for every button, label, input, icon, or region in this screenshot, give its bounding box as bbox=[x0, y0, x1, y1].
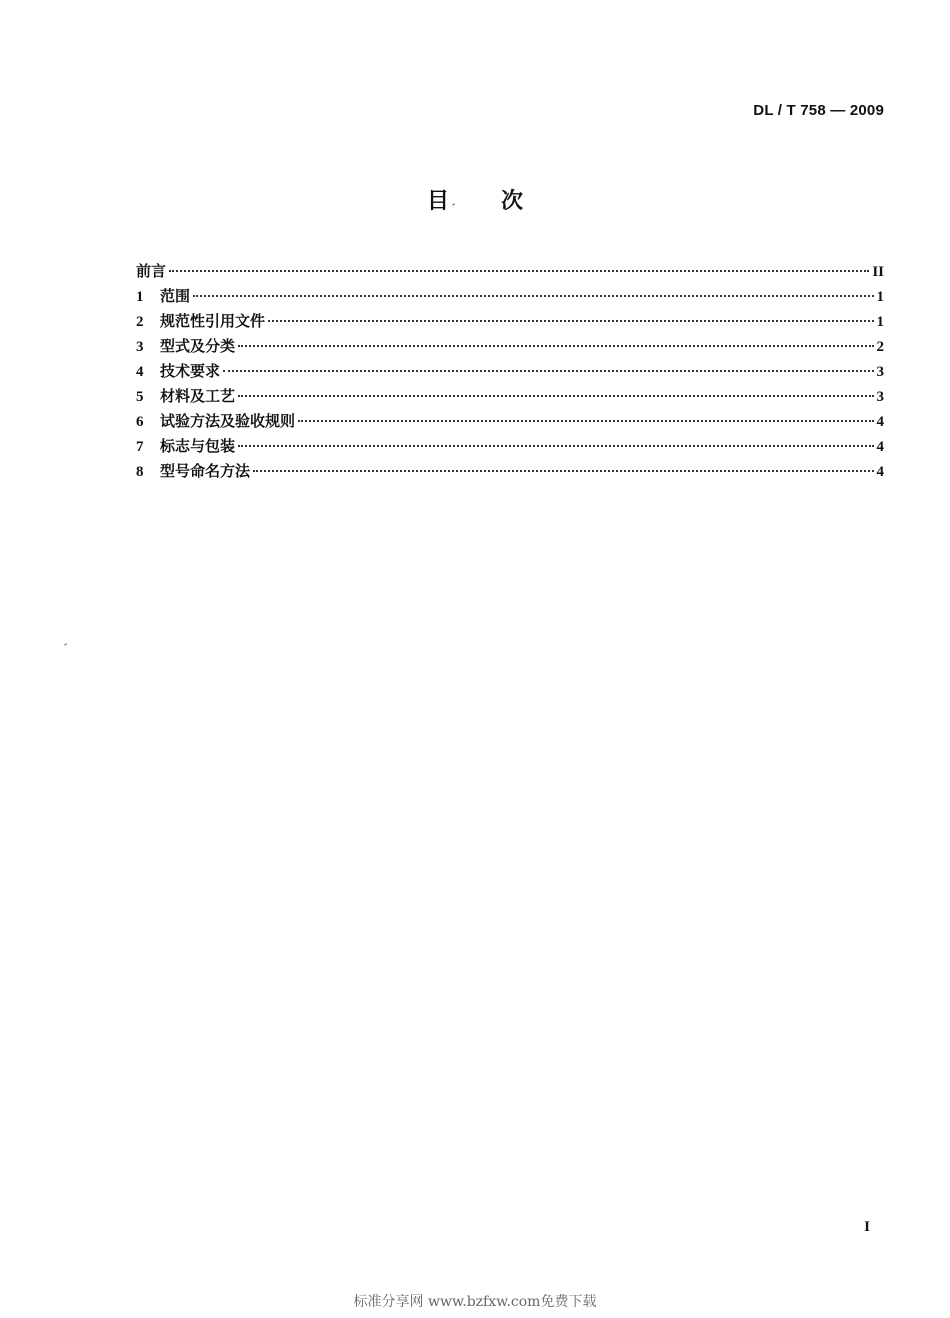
dot-leader bbox=[238, 445, 873, 447]
toc-entry-foreword[interactable] bbox=[136, 260, 884, 285]
toc-entry-label: 标志与包装 bbox=[160, 437, 236, 455]
table-of-contents bbox=[136, 260, 884, 485]
toc-entry-page: 1 bbox=[876, 314, 884, 330]
toc-entry-number: 1 bbox=[136, 289, 144, 305]
toc-entry-label: 材料及工艺 bbox=[160, 387, 236, 405]
toc-entry-number: 7 bbox=[136, 439, 144, 455]
toc-entry-marking-packaging[interactable] bbox=[136, 435, 884, 460]
toc-entry-number: 4 bbox=[136, 364, 144, 380]
toc-entry-number: 3 bbox=[136, 339, 144, 355]
toc-entry-scope[interactable] bbox=[136, 285, 884, 310]
toc-entry-page: 4 bbox=[876, 414, 884, 430]
toc-entry-page: 3 bbox=[876, 364, 884, 380]
toc-entry-page: 1 bbox=[876, 289, 884, 305]
toc-entry-types-classification[interactable] bbox=[136, 335, 884, 360]
toc-entry-page: 4 bbox=[876, 439, 884, 455]
toc-entry-label: 前言 bbox=[136, 262, 167, 280]
toc-entry-page: 3 bbox=[876, 389, 884, 405]
dot-leader bbox=[169, 270, 869, 272]
toc-entry-label: 型式及分类 bbox=[160, 337, 236, 355]
toc-entry-label: 技术要求 bbox=[160, 362, 221, 380]
dot-leader bbox=[223, 370, 873, 372]
dot-leader bbox=[193, 295, 873, 297]
toc-entry-model-naming[interactable] bbox=[136, 460, 884, 485]
page-number: I bbox=[864, 1219, 870, 1235]
toc-entry-label: 规范性引用文件 bbox=[160, 312, 266, 330]
toc-entry-materials-process[interactable] bbox=[136, 385, 884, 410]
toc-entry-page: 4 bbox=[876, 464, 884, 480]
dot-leader bbox=[238, 395, 873, 397]
toc-entry-label: 试验方法及验收规则 bbox=[160, 412, 296, 430]
standard-code: DL / T 758 — 2009 bbox=[753, 102, 884, 119]
toc-entry-number: 5 bbox=[136, 389, 144, 405]
toc-entry-page: II bbox=[872, 264, 884, 280]
toc-entry-number: 8 bbox=[136, 464, 144, 480]
toc-entry-number: 6 bbox=[136, 414, 144, 430]
dot-leader bbox=[268, 320, 873, 322]
dot-leader bbox=[238, 345, 873, 347]
page-title: 目次 bbox=[426, 189, 575, 214]
toc-entry-number: 2 bbox=[136, 314, 144, 330]
toc-entry-test-methods[interactable] bbox=[136, 410, 884, 435]
toc-entry-label: 型号命名方法 bbox=[160, 462, 251, 480]
toc-entry-page: 2 bbox=[876, 339, 884, 355]
dot-leader bbox=[253, 470, 873, 472]
toc-entry-technical-requirements[interactable] bbox=[136, 360, 884, 385]
dot-leader bbox=[298, 420, 873, 422]
scan-speck bbox=[64, 643, 67, 645]
toc-entry-label: 范围 bbox=[160, 287, 191, 305]
footer-watermark: 标准分享网 www.bzfxw.com免费下载 bbox=[353, 1294, 597, 1310]
toc-entry-normative-references[interactable] bbox=[136, 310, 884, 335]
